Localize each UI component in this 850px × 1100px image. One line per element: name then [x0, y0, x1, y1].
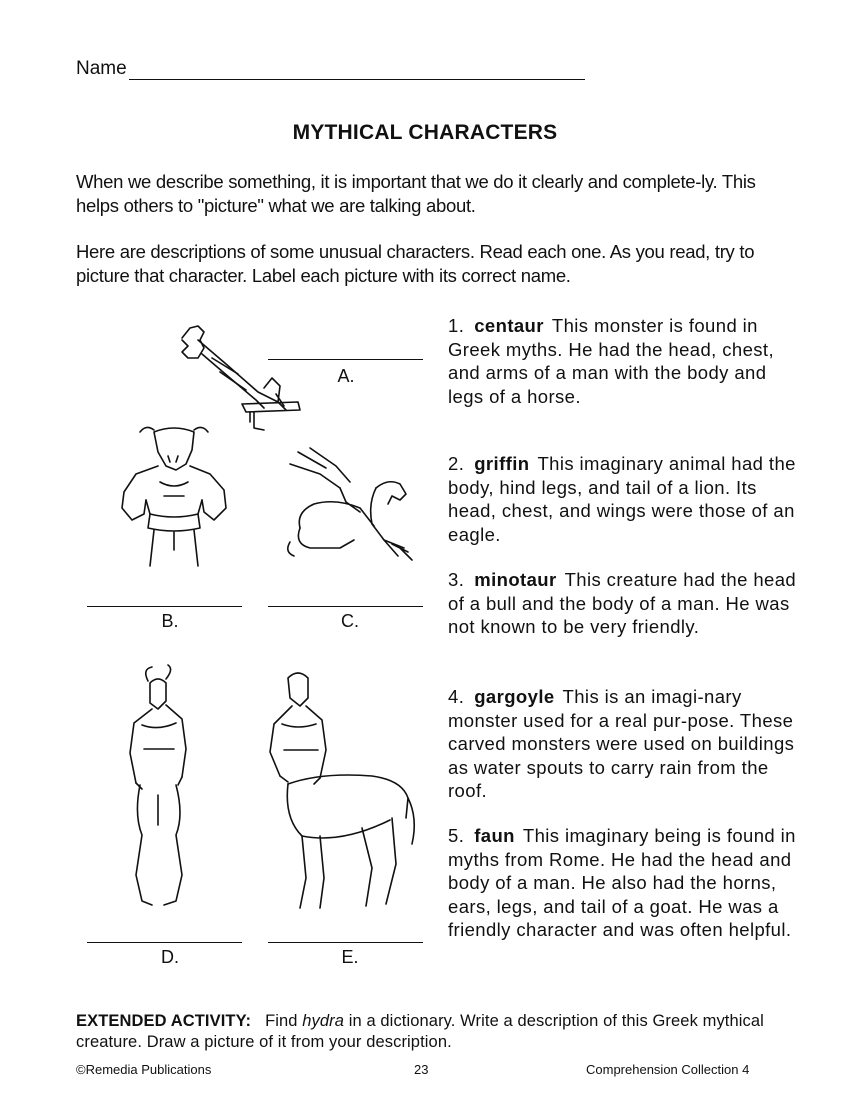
- extended-activity: [76, 1011, 796, 1053]
- answer-line-e[interactable]: [268, 942, 423, 943]
- footer-collection: Comprehension Collection 4: [586, 1062, 750, 1077]
- griffin-figure-icon: [280, 448, 430, 568]
- extended-text-after: in a dictionary. Write a description of this Greek mythical creature. Draw a picture of it from your description.: [76, 1012, 764, 1051]
- description-number: 5.: [448, 825, 465, 846]
- answer-line-a[interactable]: [268, 359, 423, 360]
- answer-line-d[interactable]: [87, 942, 242, 943]
- extended-text-before: Find: [265, 1012, 303, 1030]
- description-faun: [448, 824, 798, 942]
- description-gargoyle: [448, 685, 798, 803]
- figure-letter-c: C.: [341, 611, 359, 631]
- answer-line-b[interactable]: [87, 606, 242, 607]
- name-write-line[interactable]: [129, 61, 585, 80]
- description-griffin: [448, 452, 798, 546]
- page-title: MYTHICAL CHARACTERS: [292, 121, 558, 144]
- description-term: minotaur: [474, 569, 557, 590]
- description-text: This imaginary being is found in myths from Rome. He had the head and body of a man. He also had the horns, ears, legs, and tail of a goat. He was a friendly character and was often helpful.: [448, 825, 796, 940]
- centaur-figure-icon: [262, 668, 422, 913]
- figure-letter-b: B.: [161, 611, 179, 631]
- description-text: This imaginary animal had the body, hind legs, and tail of a lion. Its head, chest, and wings were those of an eagle.: [448, 453, 796, 545]
- description-text: This monster is found in Greek myths. He had the head, chest, and arms of a man with the body and legs of a horse.: [448, 315, 774, 407]
- description-term: griffin: [474, 453, 530, 474]
- footer-page-number: 23: [414, 1062, 429, 1077]
- description-term: centaur: [474, 315, 544, 336]
- description-centaur: [448, 314, 798, 408]
- intro-paragraph-1: When we describe something, it is important that we do it clearly and complete-ly. This helps others to "picture" what we are talking about.: [76, 171, 756, 216]
- name-label: Name: [76, 58, 127, 79]
- description-text: This is an imagi-nary monster used for a real pur-pose. These carved monsters were used on buildings as water spouts to carry rain from the roof.: [448, 686, 795, 801]
- extended-activity-label: EXTENDED ACTIVITY:: [76, 1012, 252, 1030]
- intro-paragraph-2: Here are descriptions of some unusual characters. Read each one. As you read, try to picture that character. Label each picture with its correct name.: [76, 241, 755, 286]
- answer-line-c[interactable]: [268, 606, 423, 607]
- description-term: faun: [474, 825, 515, 846]
- description-number: 3.: [448, 569, 465, 590]
- description-number: 2.: [448, 453, 465, 474]
- description-minotaur: [448, 568, 798, 639]
- description-number: 4.: [448, 686, 465, 707]
- faun-figure-icon: [112, 665, 212, 915]
- description-term: gargoyle: [474, 686, 555, 707]
- figure-letter-a: A.: [337, 366, 355, 386]
- description-text: This creature had the head of a bull and the body of a man. He was not known to be very friendly.: [448, 569, 797, 637]
- extended-italic-word: hydra: [302, 1012, 345, 1030]
- minotaur-figure-icon: [110, 420, 240, 570]
- figure-letter-e: E.: [341, 947, 359, 967]
- figure-letter-d: D.: [161, 947, 179, 967]
- name-field: [76, 58, 585, 80]
- description-number: 1.: [448, 315, 465, 336]
- footer-publisher: ©Remedia Publications: [76, 1062, 212, 1077]
